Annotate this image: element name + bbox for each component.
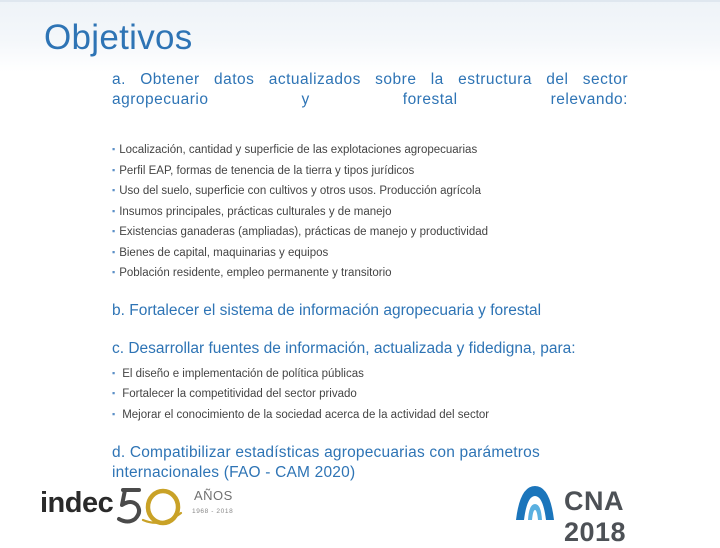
years-label: 1968 - 2018 (192, 508, 234, 515)
cna-logo (512, 480, 682, 547)
list-item-text: Insumos principales, prácticas culturales y de manejo (119, 205, 392, 218)
list-item-text: Localización, cantidad y superficie de las explotaciones agropecuarias (119, 144, 478, 156)
anos-label: AÑOS (194, 488, 233, 503)
slide-content (112, 70, 628, 483)
section-b-heading: b. Fortalecer el sistema de información agropecuaria y forestal (112, 301, 542, 319)
list-item-text: Existencias ganaderas (ampliadas), prácticas de manejo y productividad (119, 226, 489, 238)
bullet-icon: ▪ (112, 144, 116, 154)
bullet-icon: ▪ (112, 226, 116, 236)
list-item (112, 405, 628, 426)
header-rule (0, 0, 720, 2)
list-item (112, 181, 628, 202)
bullet-icon: ▪ (112, 205, 116, 216)
section-d-heading: d. Compatibilizar estadísticas agropecuarias con parámetros internacionales (FAO - CAM 2020) (112, 444, 540, 481)
section-a-list (112, 140, 628, 284)
list-item (112, 202, 628, 223)
footer (0, 478, 720, 547)
list-item (112, 263, 628, 284)
bullet-icon: ▪ (112, 164, 116, 175)
list-item-text: Mejorar el conocimiento de la sociedad acerca de la actividad del sector (122, 408, 490, 421)
section-c-heading: c. Desarrollar fuentes de información, actualizada y fidedigna, para: (112, 339, 576, 357)
indec-logo (40, 486, 240, 526)
list-item-text: Bienes de capital, maquinarias y equipos (119, 246, 329, 259)
bullet-icon: ▪ (112, 408, 116, 419)
list-item-text: El diseño e implementación de política públicas (122, 367, 364, 380)
list-item-text: Uso del suelo, superficie con cultivos y otros usos. Producción agrícola (119, 185, 481, 197)
list-item (112, 243, 628, 264)
bullet-icon: ▪ (112, 267, 116, 277)
bullet-icon: ▪ (112, 367, 116, 378)
section-a-heading-text: a. Obtener datos actualizados sobre la estructura del sector agropecuario y forestal relevando: (112, 71, 628, 108)
page-title: Objetivos (44, 18, 193, 57)
fifty-years-icon (113, 486, 185, 526)
list-item (112, 364, 628, 385)
list-item (112, 384, 628, 405)
section-c-list (112, 364, 628, 426)
list-item (112, 161, 628, 182)
list-item-text: Fortalecer la competitividad del sector privado (122, 388, 357, 400)
list-item-text: Población residente, empleo permanente y transitorio (119, 267, 392, 279)
bullet-icon: ▪ (112, 246, 116, 257)
cna-wordmark: CNA 2018 (564, 486, 627, 547)
indec-wordmark: indec (40, 487, 114, 519)
list-item-text: Perfil EAP, formas de tenencia de la tierra y tipos jurídicos (119, 164, 415, 177)
list-item (112, 140, 628, 161)
cna-arch-icon (512, 480, 558, 524)
list-item (112, 222, 628, 243)
section-a-heading (112, 70, 628, 130)
bullet-icon: ▪ (112, 388, 116, 398)
bullet-icon: ▪ (112, 185, 116, 195)
